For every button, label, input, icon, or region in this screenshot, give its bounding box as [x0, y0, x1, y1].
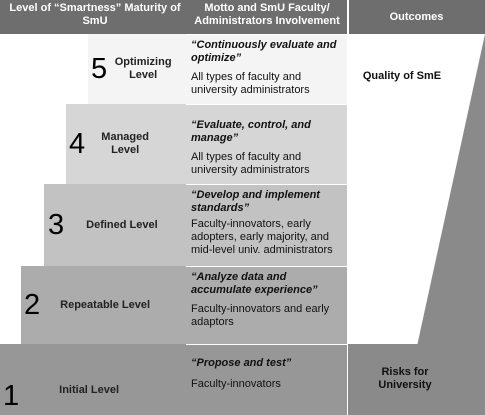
level-5-number: 5	[91, 52, 108, 85]
involvement-level-3: Faculty-innovators, early adopters, early majority, and mid-level univ. administrators	[191, 218, 333, 256]
level-4-name: Managed Level	[101, 131, 149, 156]
involvement-level-1: Faculty-innovators	[191, 378, 281, 390]
outcome-risks: Risks for University	[378, 366, 432, 391]
step-level-1	[0, 344, 186, 415]
motto-row-level-3	[186, 184, 348, 266]
outcome-quality: Quality of SmE	[362, 70, 442, 82]
motto-row-level-2	[186, 266, 348, 344]
step-level-4	[66, 104, 186, 184]
involvement-level-4: All types of faculty and university administrators	[191, 151, 310, 176]
step-level-5	[88, 34, 186, 104]
motto-level-3: “Develop and implement standards”	[191, 189, 320, 214]
motto-row-level-4	[186, 104, 348, 184]
involvement-level-5: All types of faculty and university administrators	[191, 71, 310, 96]
motto-level-2: “Analyze data and accumulate experience”	[191, 271, 318, 296]
header-level-of-smartness: Level of “Smartness” Maturity of SmU	[0, 0, 186, 34]
level-2-name: Repeatable Level	[60, 298, 151, 311]
header-outcomes	[348, 0, 485, 34]
level-1-number: 1	[3, 380, 20, 412]
involvement-level-2: Faculty-innovators and early adaptors	[191, 303, 330, 328]
level-1-name: Initial Level	[59, 384, 120, 396]
step-level-2	[21, 266, 186, 344]
level-2-number: 2	[24, 288, 41, 321]
level-3-name: Defined Level	[86, 218, 158, 231]
level-5-name: Optimizing Level	[114, 56, 172, 81]
motto-level-1: “Propose and test”	[191, 357, 292, 369]
motto-level-5: “Continuously evaluate and optimize”	[191, 39, 337, 64]
level-3-number: 3	[48, 208, 65, 241]
step-level-3	[44, 184, 186, 266]
outcome-wedge	[348, 34, 485, 415]
level-4-number: 4	[69, 127, 86, 160]
motto-level-4: “Evaluate, control, and manage”	[191, 119, 311, 144]
motto-row-level-1	[186, 344, 348, 415]
header-outcomes-label: Outcomes	[389, 10, 444, 23]
header-motto-involvement: Motto and SmU Faculty/ Administrators Involvement	[186, 0, 348, 34]
motto-row-level-5	[186, 34, 348, 104]
